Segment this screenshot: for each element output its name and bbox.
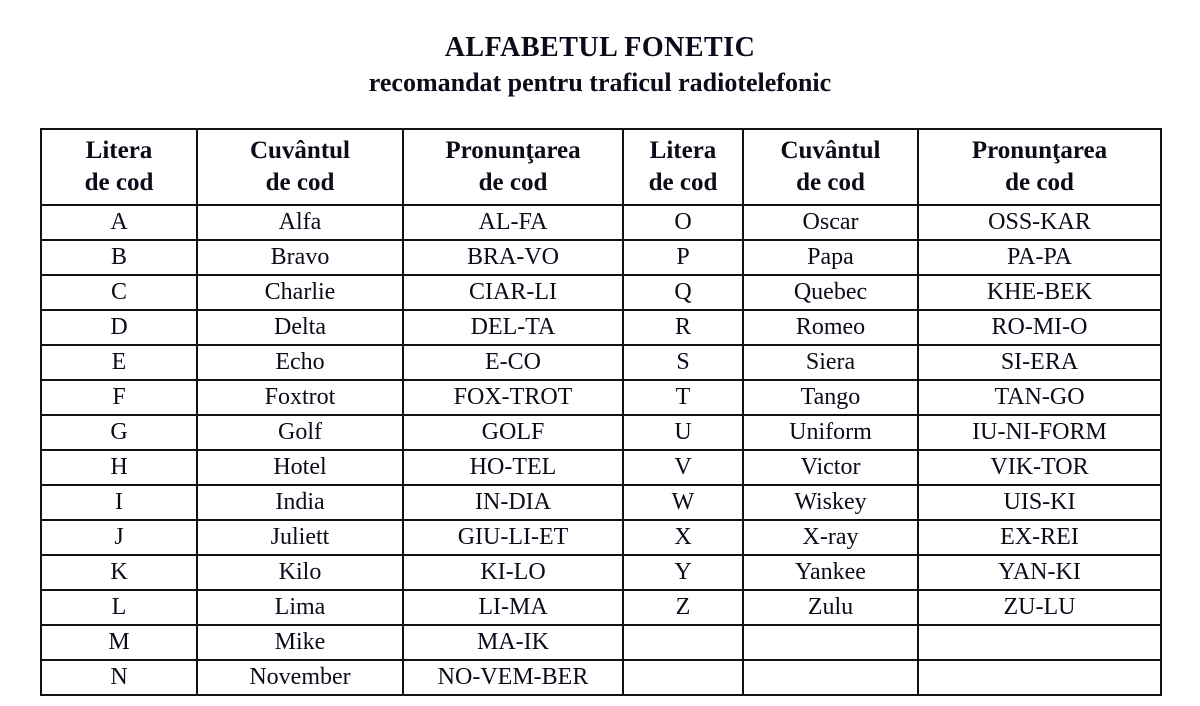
- code-letter-left: I: [41, 485, 197, 520]
- code-pronunciation-left: DEL-TA: [403, 310, 623, 345]
- code-pronunciation-right: PA-PA: [918, 240, 1161, 275]
- code-word-right: Yankee: [743, 555, 918, 590]
- code-pronunciation-left: LI-MA: [403, 590, 623, 625]
- table-row: [41, 415, 1161, 450]
- code-pronunciation-left: BRA-VO: [403, 240, 623, 275]
- code-pronunciation-left: KI-LO: [403, 555, 623, 590]
- table-row: [41, 450, 1161, 485]
- table-row: [41, 275, 1161, 310]
- code-pronunciation-right: OSS-KAR: [918, 205, 1161, 240]
- code-word-left: Kilo: [197, 555, 403, 590]
- column-header-letter-left: [41, 129, 197, 205]
- code-word-left: Bravo: [197, 240, 403, 275]
- code-word-left: Charlie: [197, 275, 403, 310]
- code-pronunciation-right: UIS-KI: [918, 485, 1161, 520]
- code-word-left: Juliett: [197, 520, 403, 555]
- code-pronunciation-right: ZU-LU: [918, 590, 1161, 625]
- table-row: [41, 590, 1161, 625]
- code-word-right: Quebec: [743, 275, 918, 310]
- code-letter-right: Y: [623, 555, 743, 590]
- table-row: [41, 310, 1161, 345]
- column-header-letter-right-line1: Litera: [649, 136, 717, 164]
- code-word-right: Uniform: [743, 415, 918, 450]
- code-pronunciation-right: VIK-TOR: [918, 450, 1161, 485]
- code-word-left: Hotel: [197, 450, 403, 485]
- column-header-letter-left-line2: de cod: [84, 169, 154, 196]
- code-letter-left: D: [41, 310, 197, 345]
- table-row: [41, 660, 1161, 695]
- table-header-row: [41, 129, 1161, 205]
- column-header-letter-left-line1: Litera: [85, 136, 153, 164]
- code-letter-left: M: [41, 625, 197, 660]
- code-word-left: Foxtrot: [197, 380, 403, 415]
- code-letter-right: W: [623, 485, 743, 520]
- code-letter-right: Q: [623, 275, 743, 310]
- page-title: ALFABETUL FONETIC: [444, 32, 756, 63]
- empty-cell-code-pronunciation-right: [918, 625, 1161, 660]
- code-pronunciation-right: RO-MI-O: [918, 310, 1161, 345]
- code-word-right: X-ray: [743, 520, 918, 555]
- code-word-right: Wiskey: [743, 485, 918, 520]
- code-letter-right: X: [623, 520, 743, 555]
- table-row: [41, 625, 1161, 660]
- empty-cell-code-pronunciation-right: [918, 660, 1161, 695]
- column-header-word-left-line1: Cuvântul: [249, 136, 351, 164]
- code-pronunciation-left: IN-DIA: [403, 485, 623, 520]
- code-letter-right: V: [623, 450, 743, 485]
- code-letter-left: K: [41, 555, 197, 590]
- code-letter-right: T: [623, 380, 743, 415]
- code-word-left: Lima: [197, 590, 403, 625]
- code-letter-left: G: [41, 415, 197, 450]
- phonetic-alphabet-table: [40, 128, 1162, 696]
- code-word-left: Golf: [197, 415, 403, 450]
- phonetic-alphabet-table-wrapper: [40, 128, 1160, 696]
- empty-cell-code-letter-right: [623, 660, 743, 695]
- table-body: [41, 205, 1161, 695]
- code-pronunciation-left: GOLF: [403, 415, 623, 450]
- code-letter-left: J: [41, 520, 197, 555]
- table-row: [41, 345, 1161, 380]
- column-header-pronunciation-right-line2: de cod: [1005, 169, 1074, 196]
- code-letter-right: P: [623, 240, 743, 275]
- code-pronunciation-left: GIU-LI-ET: [403, 520, 623, 555]
- column-header-pronunciation-right: [918, 129, 1161, 205]
- code-letter-left: F: [41, 380, 197, 415]
- column-header-letter-right-line2: de cod: [648, 169, 718, 196]
- code-pronunciation-right: IU-NI-FORM: [918, 415, 1161, 450]
- column-header-word-right-line2: de cod: [796, 169, 865, 196]
- code-word-right: Romeo: [743, 310, 918, 345]
- code-pronunciation-right: YAN-KI: [918, 555, 1161, 590]
- code-pronunciation-right: SI-ERA: [918, 345, 1161, 380]
- empty-cell-code-word-right: [743, 625, 918, 660]
- code-word-right: Oscar: [743, 205, 918, 240]
- code-letter-left: A: [41, 205, 197, 240]
- code-pronunciation-left: AL-FA: [403, 205, 623, 240]
- code-word-right: Tango: [743, 380, 918, 415]
- table-row: [41, 205, 1161, 240]
- code-letter-left: B: [41, 240, 197, 275]
- code-pronunciation-left: MA-IK: [403, 625, 623, 660]
- code-word-right: Papa: [743, 240, 918, 275]
- column-header-pronunciation-left-line2: de cod: [478, 169, 548, 196]
- code-word-left: Mike: [197, 625, 403, 660]
- code-pronunciation-left: NO-VEM-BER: [403, 660, 623, 695]
- table-row: [41, 555, 1161, 590]
- code-pronunciation-left: FOX-TROT: [403, 380, 623, 415]
- code-letter-right: O: [623, 205, 743, 240]
- column-header-letter-right: [623, 129, 743, 205]
- column-header-word-right: [743, 129, 918, 205]
- document-title-block: [0, 30, 1200, 100]
- code-pronunciation-right: EX-REI: [918, 520, 1161, 555]
- table-row: [41, 380, 1161, 415]
- code-word-right: Siera: [743, 345, 918, 380]
- code-word-left: Echo: [197, 345, 403, 380]
- code-pronunciation-left: HO-TEL: [403, 450, 623, 485]
- code-letter-left: N: [41, 660, 197, 695]
- table-row: [41, 485, 1161, 520]
- column-header-word-left: [197, 129, 403, 205]
- code-letter-left: E: [41, 345, 197, 380]
- column-header-pronunciation-right-line1: Pronunţarea: [971, 136, 1108, 164]
- code-word-left: Delta: [197, 310, 403, 345]
- table-row: [41, 520, 1161, 555]
- table-row: [41, 240, 1161, 275]
- code-pronunciation-left: CIAR-LI: [403, 275, 623, 310]
- code-word-right: Zulu: [743, 590, 918, 625]
- code-pronunciation-right: KHE-BEK: [918, 275, 1161, 310]
- column-header-pronunciation-left: [403, 129, 623, 205]
- empty-cell-code-word-right: [743, 660, 918, 695]
- empty-cell-code-letter-right: [623, 625, 743, 660]
- code-word-right: Victor: [743, 450, 918, 485]
- column-header-pronunciation-left-line1: Pronunţarea: [445, 136, 581, 164]
- code-pronunciation-left: E-CO: [403, 345, 623, 380]
- code-letter-left: H: [41, 450, 197, 485]
- column-header-word-right-line1: Cuvântul: [780, 136, 881, 164]
- code-letter-right: Z: [623, 590, 743, 625]
- code-letter-right: U: [623, 415, 743, 450]
- code-letter-right: R: [623, 310, 743, 345]
- code-letter-right: S: [623, 345, 743, 380]
- code-pronunciation-right: TAN-GO: [918, 380, 1161, 415]
- table-header: [41, 129, 1161, 205]
- code-letter-left: C: [41, 275, 197, 310]
- code-word-left: India: [197, 485, 403, 520]
- column-header-word-left-line2: de cod: [265, 169, 335, 196]
- code-letter-left: L: [41, 590, 197, 625]
- code-word-left: November: [197, 660, 403, 695]
- page-subtitle: recomandat pentru traficul radiotelefonic: [368, 68, 832, 97]
- code-word-left: Alfa: [197, 205, 403, 240]
